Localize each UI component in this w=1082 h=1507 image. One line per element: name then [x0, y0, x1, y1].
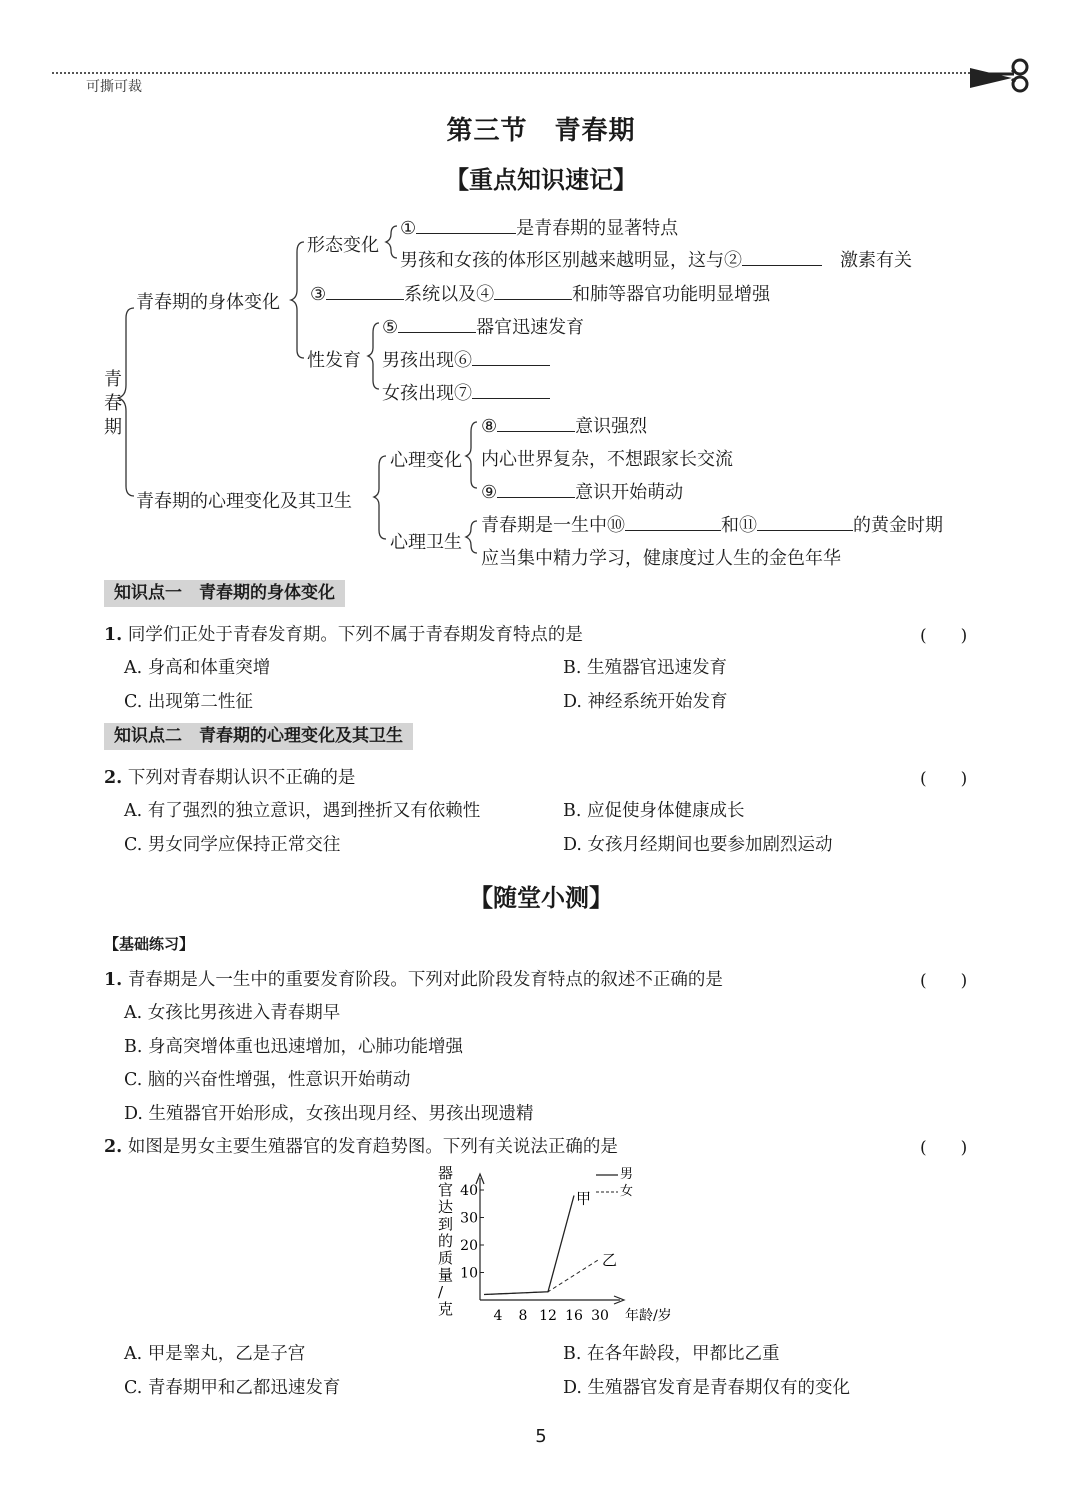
tear-label: 可撕可裁 [86, 79, 142, 95]
chart-y-tick-label: 30 [460, 1210, 478, 1227]
mindmap-form-change: 形态变化 [307, 235, 379, 256]
chart-ylabel-char: 到 [438, 1215, 454, 1233]
bq1-option-b[interactable]: B. 身高突增体重也迅速增加，心肺功能增强 [124, 1037, 463, 1057]
chart-x-tick-label: 8 [518, 1308, 528, 1324]
chart-ylabel-char: 量 [438, 1266, 454, 1284]
brace-form [386, 226, 397, 258]
brace-psych-change [466, 422, 477, 488]
section-title-key-points: 【重点知识速记】 [445, 166, 637, 194]
chart-y-tick-label: 10 [460, 1265, 478, 1282]
kp2-option-a[interactable]: A. 有了强烈的独立意识，遇到挫折又有依赖性 [124, 801, 481, 821]
kp1-question: 1. 同学们正处于青春发育期。下列不属于青春期发育特点的是 [104, 625, 583, 645]
mindmap-item-6: 男孩出现⑥ [382, 346, 550, 372]
chart-ylabel-char: 的 [438, 1232, 454, 1250]
chart-ylabel [438, 1164, 453, 1318]
bq1-answer-paren[interactable]: ( ) [920, 971, 968, 991]
brace-sex [368, 323, 379, 389]
kp1-answer-paren[interactable]: ( ) [920, 626, 968, 646]
section-title-quiz: 【随堂小测】 [469, 884, 613, 912]
bq2-option-d[interactable]: D. 生殖器官发育是青春期仅有的变化 [563, 1378, 851, 1398]
organ-growth-chart [420, 1160, 672, 1340]
bq2-option-a[interactable]: A. 甲是睾丸，乙是子宫 [124, 1344, 306, 1364]
chart-x-tick-label: 30 [591, 1308, 609, 1324]
mindmap-item-5: ⑤ 器官迅速发育 [382, 313, 584, 339]
mindmap-item-3-4: ③ 系统以及④ 和肺等器官功能明显增强 [310, 280, 770, 306]
chart-series-line-0 [484, 1196, 574, 1295]
mindmap-item-10-11: 青春期是一生中⑩ 和⑪ 的黄金时期 [481, 511, 943, 537]
chart-ylabel-char: 克 [438, 1300, 454, 1318]
mindmap-item-mid: 内心世界复杂，不想跟家长交流 [481, 449, 733, 470]
bq2-question: 2. 如图是男女主要生殖器官的发育趋势图。下列有关说法正确的是 [104, 1137, 618, 1157]
kp2-option-c[interactable]: C. 男女同学应保持正常交往 [124, 835, 341, 855]
kp1-option-d[interactable]: D. 神经系统开始发育 [563, 692, 728, 712]
kp1-option-c[interactable]: C. 出现第二性征 [124, 692, 253, 712]
chart-series-line-1 [484, 1259, 600, 1295]
legend-label-female: 女 [620, 1184, 634, 1199]
kp2-label: 知识点二 青春期的心理变化及其卫生 [104, 723, 413, 750]
chart-x-tick-label: 4 [493, 1308, 503, 1324]
bq2-option-c[interactable]: C. 青春期甲和乙都迅速发育 [124, 1378, 341, 1398]
mindmap-item-8: ⑧ 意识强烈 [481, 412, 647, 438]
bq1-option-a[interactable]: A. 女孩比男孩进入青春期早 [124, 1003, 341, 1023]
kp1-option-a[interactable]: A. 身高和体重突增 [124, 658, 271, 678]
page-title: 第三节 青春期 [446, 116, 636, 146]
basic-practice-label: 【基础练习】 [104, 935, 195, 953]
mindmap-item-7: 女孩出现⑦ [382, 379, 550, 405]
mindmap-root: 青春期 [104, 369, 122, 438]
bq2-option-b[interactable]: B. 在各年龄段，甲都比乙重 [563, 1344, 780, 1364]
mindmap-psych-health: 心理卫生 [390, 532, 462, 553]
page-number: 5 [535, 1426, 547, 1447]
chart-ylabel-char: 质 [438, 1249, 454, 1267]
kp1-label: 知识点一 青春期的身体变化 [104, 580, 345, 607]
bq1-option-d[interactable]: D. 生殖器官开始形成，女孩出现月经、男孩出现遗精 [124, 1104, 534, 1124]
chart-ylabel-char: 达 [438, 1198, 454, 1216]
chart-ylabel-char: 器 [438, 1164, 454, 1182]
mindmap-item-1: ① 是青春期的显著特点 [400, 214, 678, 240]
legend-label-male: 男 [620, 1167, 634, 1182]
chart-ylabel-char: 官 [438, 1181, 454, 1199]
mindmap-item-2: 男孩和女孩的体形区别越来越明显，这与② 激素有关 [400, 246, 912, 272]
chart-x-tick-label: 16 [565, 1308, 583, 1324]
bq1-question: 1. 青春期是人一生中的重要发育阶段。下列对此阶段发育特点的叙述不正确的是 [104, 970, 723, 990]
kp1-option-b[interactable]: B. 生殖器官迅速发育 [563, 658, 727, 678]
kp2-option-b[interactable]: B. 应促使身体健康成长 [563, 801, 745, 821]
chart-y-tick-label: 40 [460, 1183, 478, 1199]
kp2-option-d[interactable]: D. 女孩月经期间也要参加剧烈运动 [563, 835, 833, 855]
chart-ylabel-char: / [438, 1283, 444, 1301]
chart-y-tick-label: 20 [460, 1238, 478, 1254]
bq1-option-c[interactable]: C. 脑的兴奋性增强，性意识开始萌动 [124, 1070, 411, 1090]
brace-psych-health [466, 521, 477, 553]
mindmap-sex-dev: 性发育 [307, 350, 361, 371]
chart-series-label-1: 乙 [602, 1250, 618, 1269]
mindmap-item-health-2: 应当集中精力学习，健康度过人生的金色年华 [481, 548, 841, 569]
mindmap-psych: 青春期的心理变化及其卫生 [136, 491, 352, 512]
kp2-question: 2. 下列对青春期认识不正确的是 [104, 768, 356, 788]
chart-series-label-0: 甲 [576, 1189, 592, 1208]
brace-body [291, 242, 304, 358]
mindmap-body-change: 青春期的身体变化 [136, 292, 280, 313]
kp2-answer-paren[interactable]: ( ) [920, 769, 968, 789]
chart-xlabel: 年龄/岁 [625, 1308, 672, 1324]
mindmap-psych-change: 心理变化 [390, 450, 462, 471]
mindmap-item-9: ⑨ 意识开始萌动 [481, 478, 683, 504]
chart-x-tick-label: 12 [539, 1308, 557, 1324]
brace-psych [374, 456, 386, 539]
bq2-answer-paren[interactable]: ( ) [920, 1138, 968, 1158]
